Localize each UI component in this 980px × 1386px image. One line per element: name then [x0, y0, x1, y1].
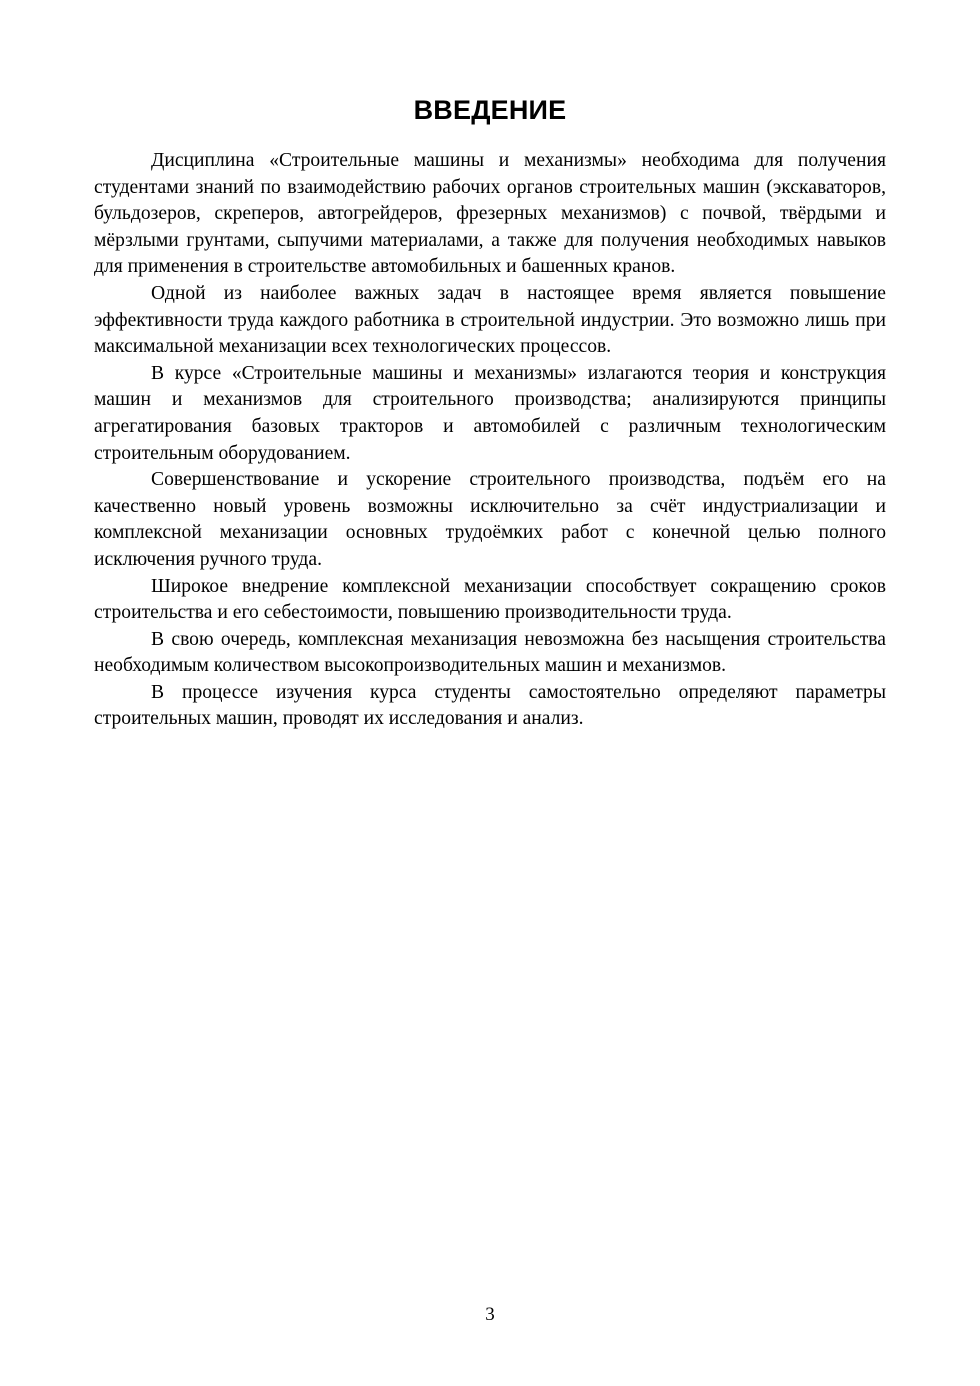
paragraph-4: Совершенствование и ускорение строительного производства, подъём его на качественно новый уровень возможны исключительно за счёт индустриализации и комплексной механизации основных трудоёмких работ с конечной целью полного исключения ручного труда.: [94, 469, 886, 570]
page-title: ВВЕДЕНИЕ: [413, 95, 567, 125]
paragraph-2: Одной из наиболее важных задач в настоящее время является повышение эффективности труда каждого работника в строительной индустрии. Это возможно лишь при максимальной механизации всех технологических процессов.: [94, 282, 886, 358]
paragraph-3: В курсе «Строительные машины и механизмы» излагаются теория и конструкция машин и механизмов для строительного производства; анализируются принципы агрегатирования базовых тракторов и автомобилей с различным технологическим строительным оборудованием.: [94, 362, 886, 464]
paragraph-6: В свою очередь, комплексная механизация невозможна без насыщения строительства необходимым количеством высокопроизводительных машин и механизмов.: [94, 628, 886, 677]
paragraph-5: Широкое внедрение комплексной механизации способствует сокращению сроков строительства и его себестоимости, повышению производительности труда.: [94, 575, 886, 624]
paragraph-7: В процессе изучения курса студенты самостоятельно определяют параметры строительных машин, проводят их исследования и анализ.: [94, 681, 886, 730]
paragraph-1: Дисциплина «Строительные машины и механизмы» необходима для получения студентами знаний по взаимодействию рабочих органов строительных машин (экскаваторов, бульдозеров, скреперов, автогрейдеров, фрезерных механизмов) с почвой, твёрдыми и мёрзлыми грунтами, сыпучими материалами, а также для получения необходимых навыков для применения в строительстве автомобильных и башенных кранов.: [94, 150, 886, 278]
document-body: [94, 148, 886, 733]
page-number: 3: [485, 1304, 495, 1325]
